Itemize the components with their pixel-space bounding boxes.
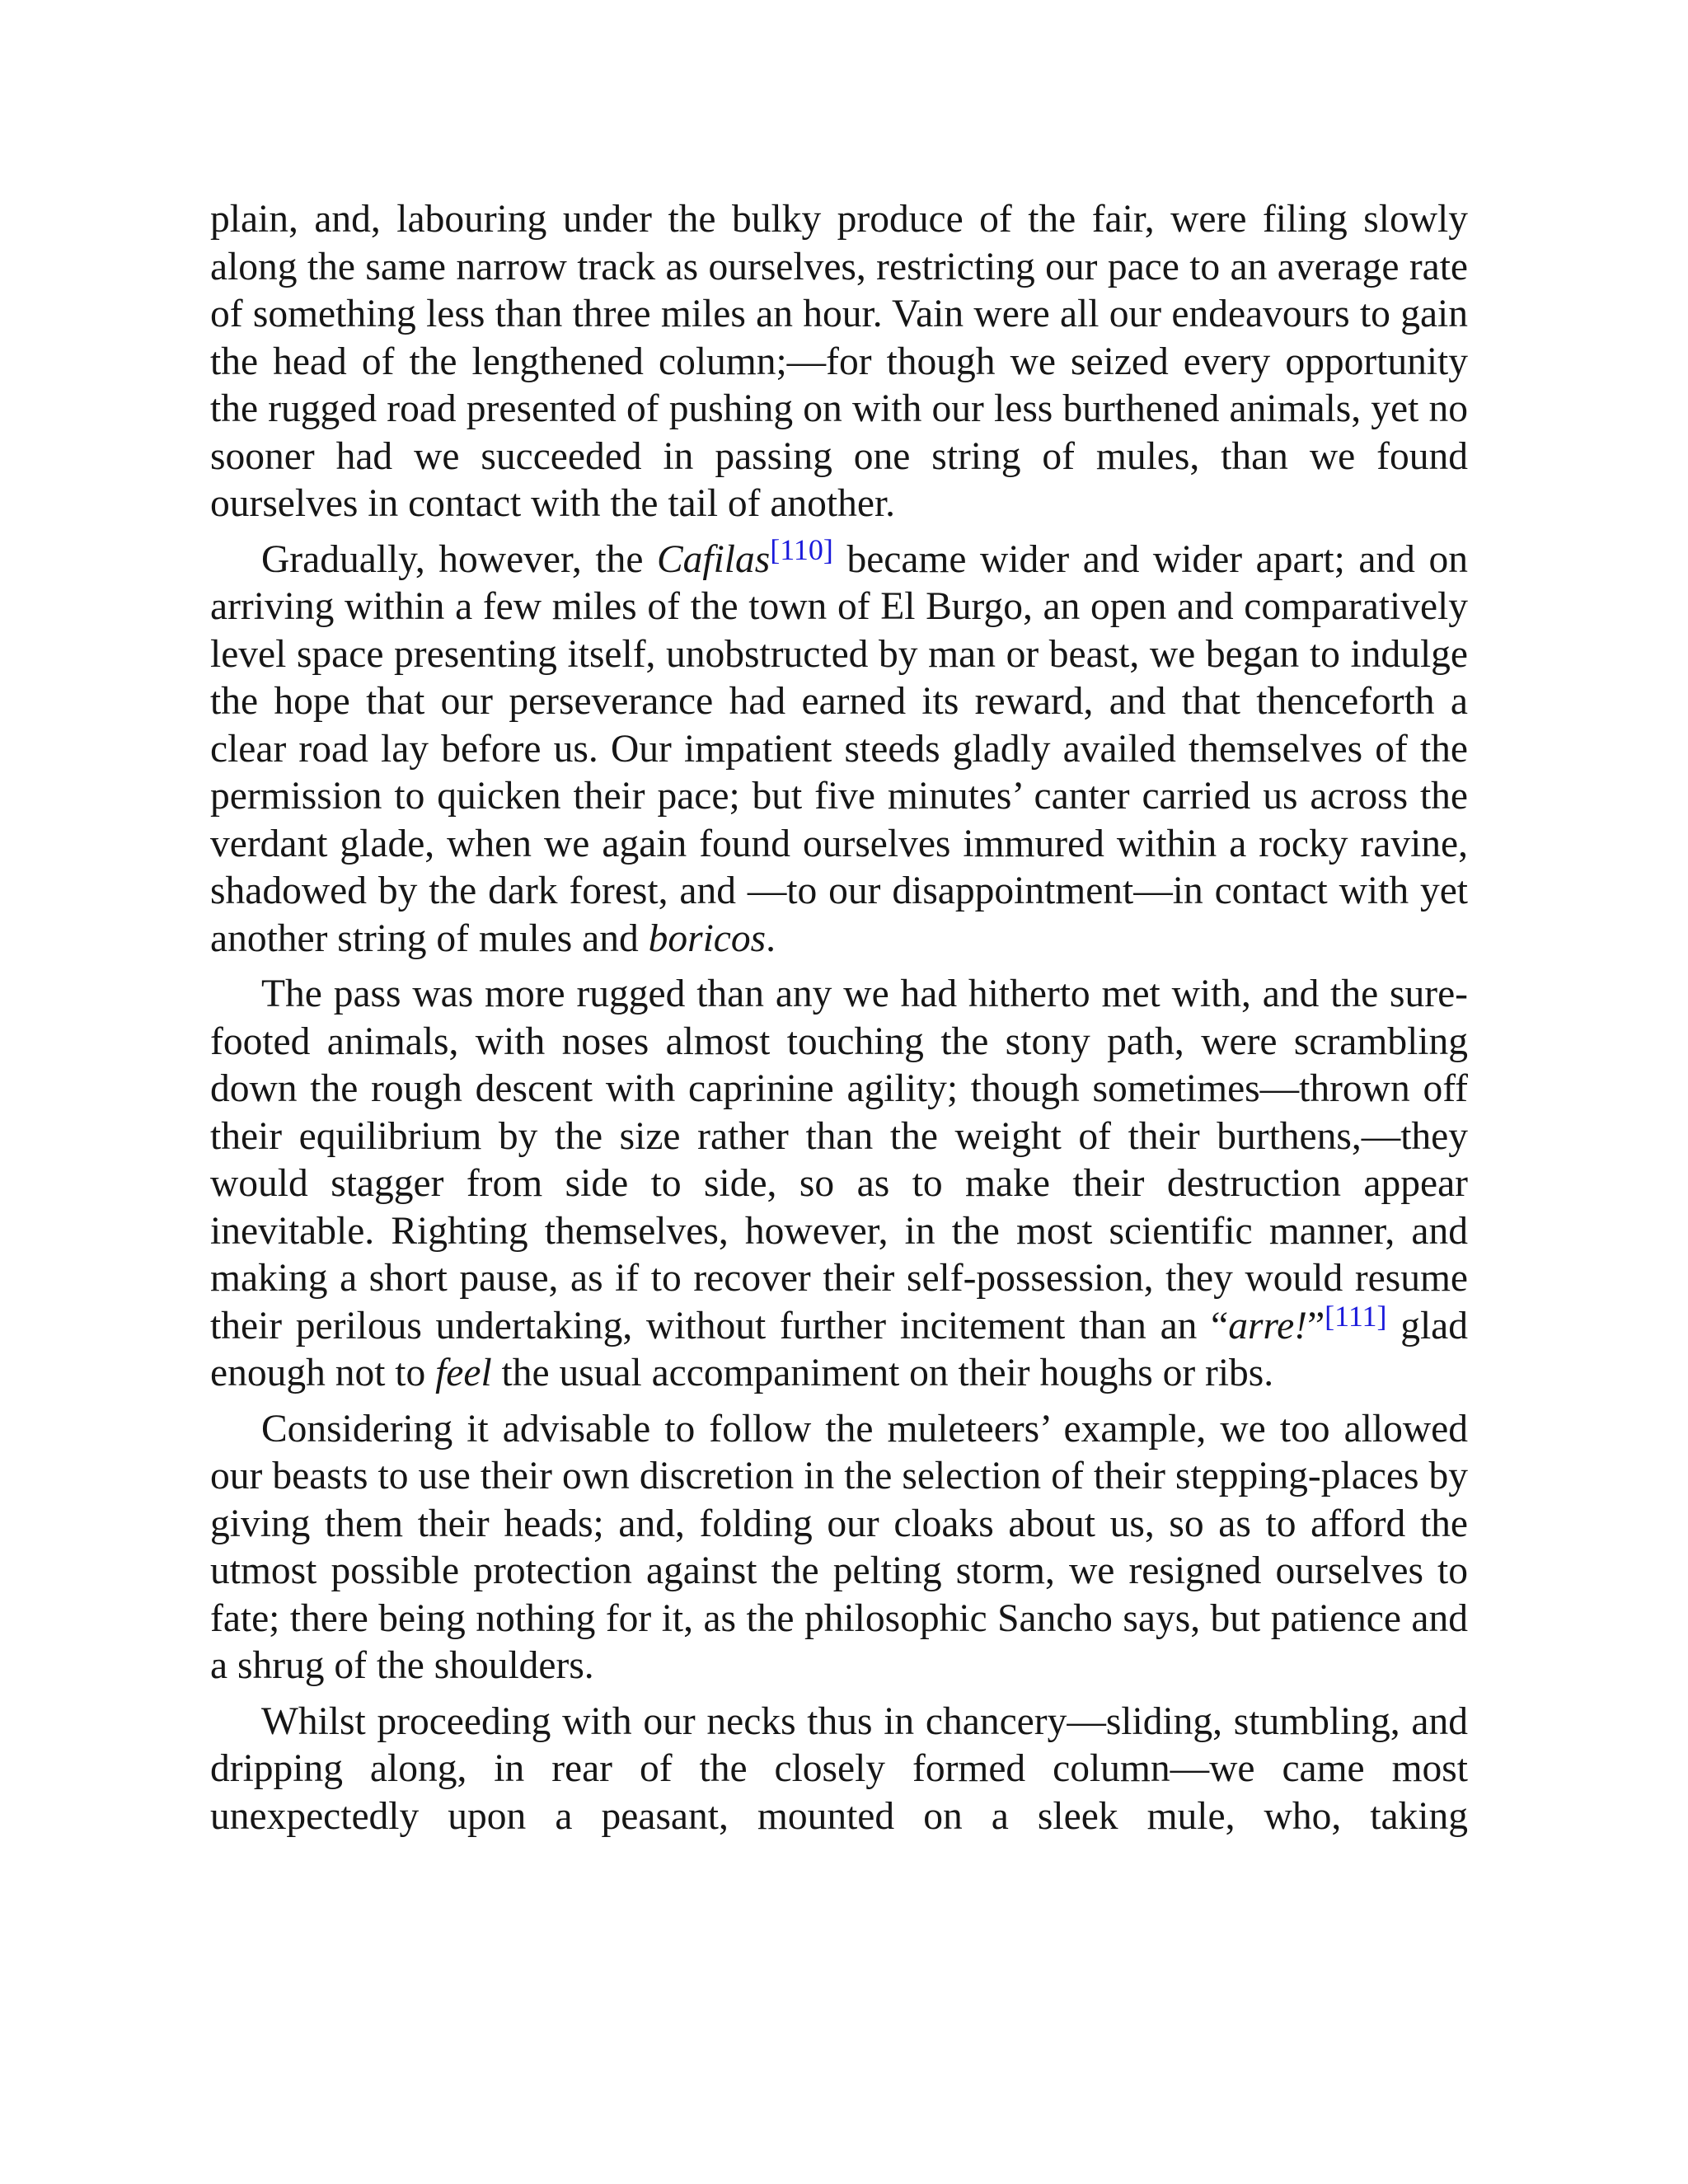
italic-term-boricos: boricos <box>648 916 767 960</box>
paragraph-text: The pass was more rugged than any we had hitherto met with, and the sure-footed animals, with noses almost touching the stony path, were scrambling down the rough descent with caprinine agility; though sometimes—thrown off their equilibrium by the size rather than the weight of their burthens,—they would stagger from side to side, so as to make their destruction appear inevitable. Righting themselves, however, in the most scientific manner, and making a short pause, as if to recover their self-possession, they would resume their perilous undertaking, without further incitement than an “ <box>210 972 1468 1347</box>
footnote-link-110[interactable]: [110] <box>770 532 833 566</box>
footnote-link-111[interactable]: [111] <box>1325 1299 1387 1333</box>
paragraph-1 <box>210 196 1468 528</box>
paragraph-text: plain, and, labouring under the bulky produce of the fair, were filing slowly along the same narrow track as ourselves, restricting our pace to an average rate of something less than three miles an hour. Vain were all our endeavours to gain the head of the lengthened column;—for though we seized every opportunity the rugged road presented of pushing on with our less burthened animals, yet no sooner had we succeeded in passing one string of mules, than we found ourselves in contact with the tail of another. <box>210 198 1468 525</box>
paragraph-5 <box>210 1699 1468 1841</box>
paragraph-text: Whilst proceeding with our necks thus in chancery—sliding, stumbling, and dripping along, in rear of the closely formed column—we came most unexpectedly upon a peasant, mounted on a sleek mule, who, taking <box>210 1699 1468 1838</box>
page-body <box>210 196 1468 1849</box>
italic-term-cafilas: Cafilas <box>656 537 771 581</box>
paragraph-4 <box>210 1406 1468 1690</box>
paragraph-text: the usual accompaniment on their houghs or ribs. <box>491 1352 1274 1394</box>
italic-term-arre: arre! <box>1228 1304 1308 1347</box>
paragraph-3 <box>210 971 1468 1398</box>
paragraph-text: . <box>766 916 776 960</box>
paragraph-text: Considering it advisable to follow the muleteers’ example, we too allowed our beasts to use their own discretion in the selection of their stepping-places by giving them their heads; and, folding our cloaks about us, so as to afford the utmost possible protection against the pelting storm, we resigned ourselves to fate; there being nothing for it, as the philosophic Sancho says, but patience and a shrug of the shoulders. <box>210 1407 1468 1687</box>
paragraph-text: glad enough not to <box>210 1304 1468 1394</box>
closing-quote: ” <box>1307 1304 1325 1347</box>
paragraph-text: Gradually, however, the <box>261 537 657 581</box>
paragraph-text: became wider and wider apart; and on arriving within a few miles of the town of El Burgo, an open and comparatively level space presenting itself, unobstructed by man or beast, we began to indulge the hope that our perseverance had earned its reward, and that thenceforth a clear road lay before us. Our impatient steeds gladly availed themselves of the permission to quicken their pace; but five minutes’ canter carried us across the verdant glade, when we again found ourselves immured within a rocky ravine, shadowed by the dark forest, and —to our disappointment—in contact with yet another string of mules and <box>210 537 1469 960</box>
paragraph-2 <box>210 532 1469 963</box>
italic-term-feel: feel <box>435 1352 492 1394</box>
